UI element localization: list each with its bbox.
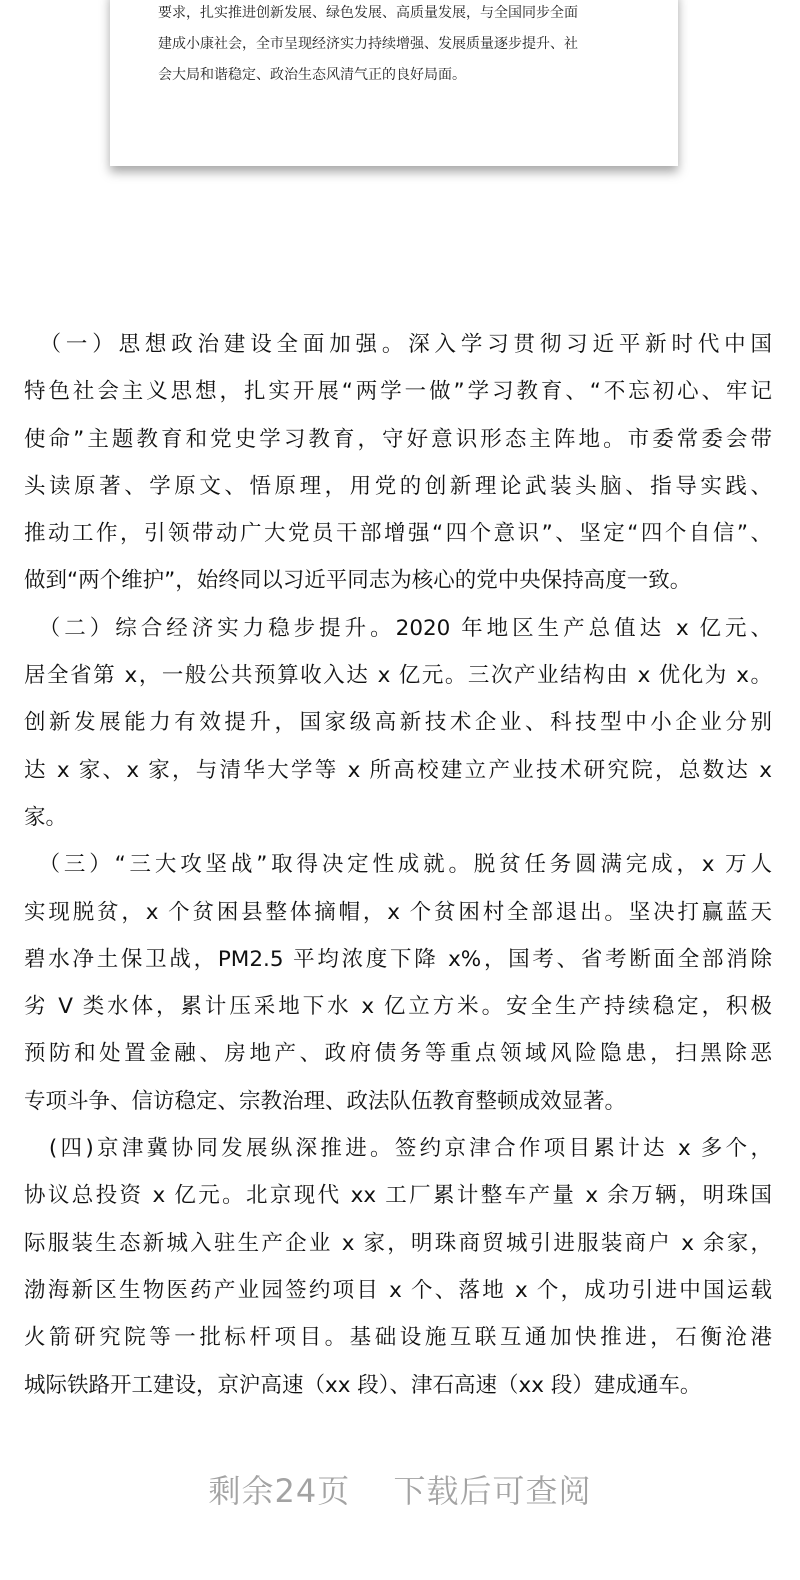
document-preview-card [110, 0, 678, 166]
download-prompt[interactable] [0, 1466, 800, 1512]
paragraph-line: 实现脱贫，x 个贫困县整体摘帽，x 个贫困村全部退出。坚决打赢蓝天 [24, 899, 772, 925]
paragraph-line: 碧水净土保卫战，PM2.5 平均浓度下降 x%，国考、省考断面全部消除 [24, 946, 772, 972]
paragraph [24, 1125, 772, 1409]
paragraph-line: 头读原著、学原文、悟原理，用党的创新理论武装头脑、指导实践、 [24, 473, 772, 499]
paragraph [24, 605, 772, 841]
paragraph-line: 达 x 家、x 家，与清华大学等 x 所高校建立产业技术研究院，总数达 x [24, 757, 772, 783]
paragraph-line: （一）思想政治建设全面加强。深入学习贯彻习近平新时代中国 [24, 332, 772, 357]
download-to-view-text[interactable]: 下载后可查阅 [393, 1472, 592, 1510]
paragraph-line: 劣 V 类水体，累计压采地下水 x 亿立方米。安全生产持续稳定，积极 [24, 994, 772, 1020]
paragraph-line: 火箭研究院等一批标杆项目。基础设施互联互通加快推进，石衡沧港 [24, 1325, 772, 1351]
paragraph-line: (四)京津冀协同发展纵深推进。签约京津合作项目累计达 x 多个， [24, 1136, 772, 1162]
paragraph-line: （二）综合经济实力稳步提升。2020 年地区生产总值达 x 亿元、 [24, 615, 772, 641]
paragraph [24, 841, 772, 1125]
card-line: 要求，扎实推进创新发展、绿色发展、高质量发展，与全国同步全面 [158, 5, 578, 21]
paragraph-line: 特色社会主义思想，扎实开展“两学一做”学习教育、“不忘初心、牢记 [24, 379, 772, 405]
card-line: 会大局和谐稳定、政治生态风清气正的良好局面。 [158, 67, 466, 83]
paragraph-line: 做到“两个维护”，始终同以习近平同志为核心的党中央保持高度一致。 [24, 568, 692, 594]
paragraph-line: 预防和处置金融、房地产、政府债务等重点领域风险隐患，扫黑除恶 [24, 1041, 772, 1067]
card-line: 建成小康社会，全市呈现经济实力持续增强、发展质量逐步提升、社 [158, 36, 578, 52]
paragraph-line: 使命”主题教育和党史学习教育，守好意识形态主阵地。市委常委会带 [24, 426, 772, 452]
paragraph-line: 协议总投资 x 亿元。北京现代 xx 工厂累计整车产量 x 余万辆，明珠国 [24, 1183, 772, 1209]
paragraph-line: 家。 [24, 804, 68, 830]
remaining-pages-text: 剩余24页 [208, 1472, 351, 1510]
paragraph-line: 专项斗争、信访稳定、宗教治理、政法队伍教育整顿成效显著。 [24, 1088, 627, 1114]
paragraph-line: 渤海新区生物医药产业园签约项目 x 个、落地 x 个，成功引进中国运载 [24, 1277, 772, 1303]
paragraph-line: 创新发展能力有效提升，国家级高新技术企业、科技型中小企业分别 [24, 710, 772, 736]
paragraph-line: 际服装生态新城入驻生产企业 x 家，明珠商贸城引进服装商户 x 余家， [24, 1230, 772, 1256]
paragraph-line: 推动工作，引领带动广大党员干部增强“四个意识”、坚定“四个自信”、 [24, 521, 772, 547]
card-text [158, 0, 638, 91]
paragraph [24, 321, 772, 605]
paragraph-line: 城际铁路开工建设，京沪高速（xx 段）、津石高速（xx 段）建成通车。 [24, 1372, 702, 1398]
paragraph-line: （三）“三大攻坚战”取得决定性成就。脱贫任务圆满完成，x 万人 [24, 852, 772, 878]
document-body [24, 321, 772, 1409]
paragraph-line: 居全省第 x，一般公共预算收入达 x 亿元。三次产业结构由 x 优化为 x。 [24, 663, 772, 689]
